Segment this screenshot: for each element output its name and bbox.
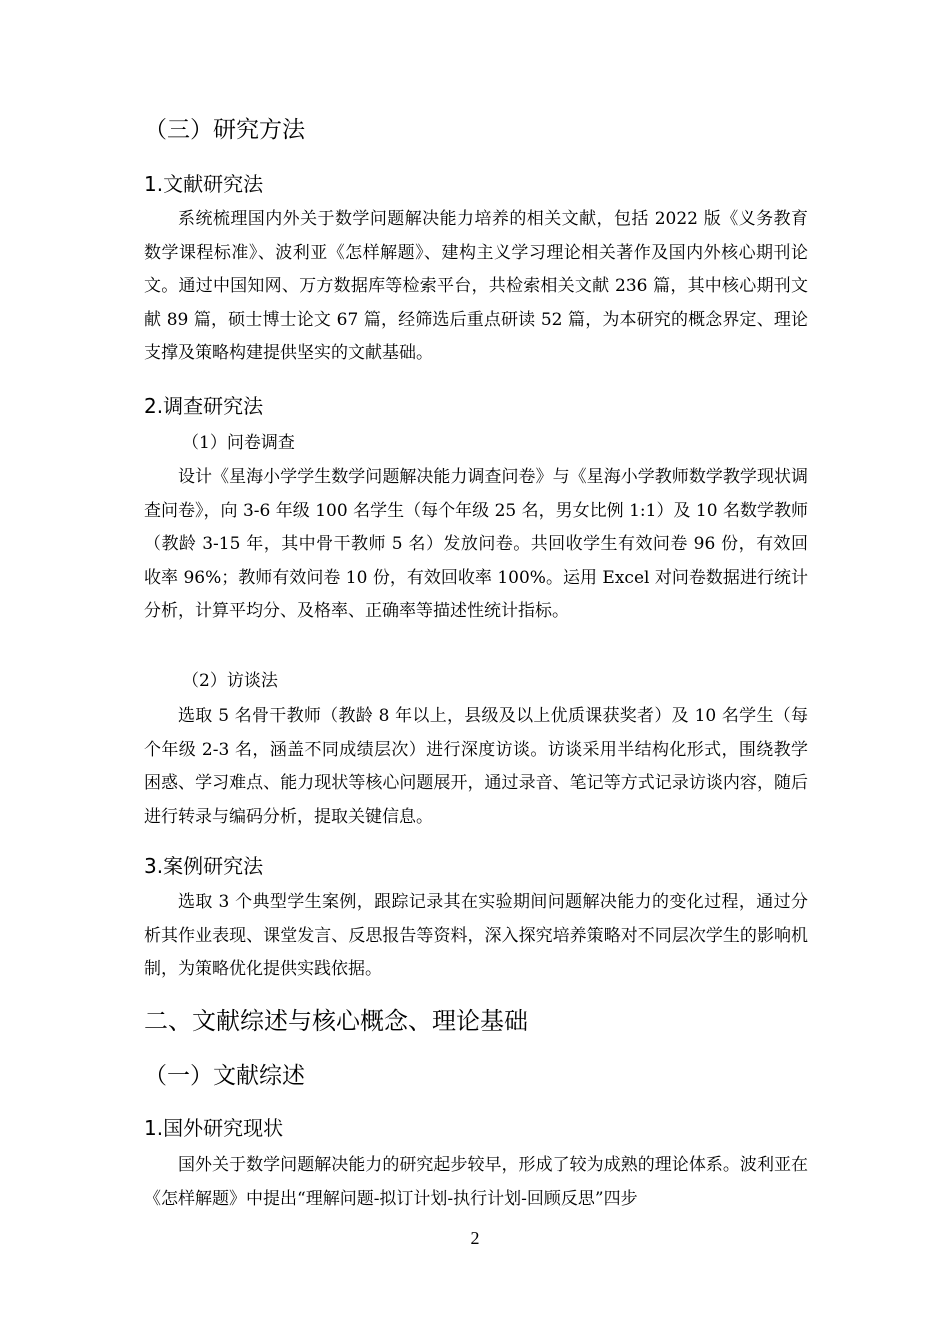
heading-research-methods: （三）研究方法 — [144, 117, 305, 143]
heading-case-method: 3.案例研究法 — [144, 854, 264, 878]
subheading-interview: （2）访谈法 — [182, 671, 278, 691]
paragraph-interview: 选取 5 名骨干教师（教龄 8 年以上，县级及以上优质课获奖者）及 10 名学生（每个年级 2-3 名，涵盖不同成绩层次）进行深度访谈。访谈采用半结构化形式，围绕教学困惑、学习难点、能力现状等核心问题展开，通过录音、笔记等方式记录访谈内容，随后进行转录与编码分析，提取关键信息。 — [144, 706, 808, 827]
page-number: 2 — [470, 1228, 480, 1248]
heading-literature-review: （一）文献综述 — [144, 1063, 305, 1089]
heading-survey-method: 2.调查研究法 — [144, 394, 264, 418]
paragraph-foreign-research: 国外关于数学问题解决能力的研究起步较早，形成了较为成熟的理论体系。波利亚在《怎样解题》中提出“理解问题-拟订计划-执行计划-回顾反思”四步 — [144, 1155, 808, 1209]
paragraph-literature-method: 系统梳理国内外关于数学问题解决能力培养的相关文献，包括 2022 版《义务教育数学课程标准》、波利亚《怎样解题》、建构主义学习理论相关著作及国内外核心期刊论文。通过中国知网、万方数据库等检索平台，共检索相关文献 236 篇，其中核心期刊文献 89 篇，硕士博士论文 67 篇，经筛选后重点研读 52 篇，为本研究的概念界定、理论支撑及策略构建提供坚实的文献基础。 — [144, 209, 808, 363]
paragraph-questionnaire: 设计《星海小学学生数学问题解决能力调查问卷》与《星海小学教师数学教学现状调查问卷》，向 3-6 年级 100 名学生（每个年级 25 名，男女比例 1:1）及 10 名数学教师（教龄 3-15 年，其中骨干教师 5 名）发放问卷。共回收学生有效问卷 96 份，有效回收率 96%；教师有效问卷 10 份，有效回收率 100%。运用 Excel 对问卷数据进行统计分析，计算平均分、及格率、正确率等描述性统计指标。 — [144, 467, 808, 621]
heading-literature-method: 1.文献研究法 — [144, 172, 264, 196]
subheading-questionnaire: （1）问卷调查 — [182, 433, 295, 453]
heading-foreign-research: 1.国外研究现状 — [144, 1116, 284, 1140]
paragraph-case-method: 选取 3 个典型学生案例，跟踪记录其在实验期间问题解决能力的变化过程，通过分析其作业表现、课堂发言、反思报告等资料，深入探究培养策略对不同层次学生的影响机制，为策略优化提供实践依据。 — [144, 892, 808, 979]
heading-chapter-two: 二、文献综述与核心概念、理论基础 — [144, 1007, 528, 1035]
